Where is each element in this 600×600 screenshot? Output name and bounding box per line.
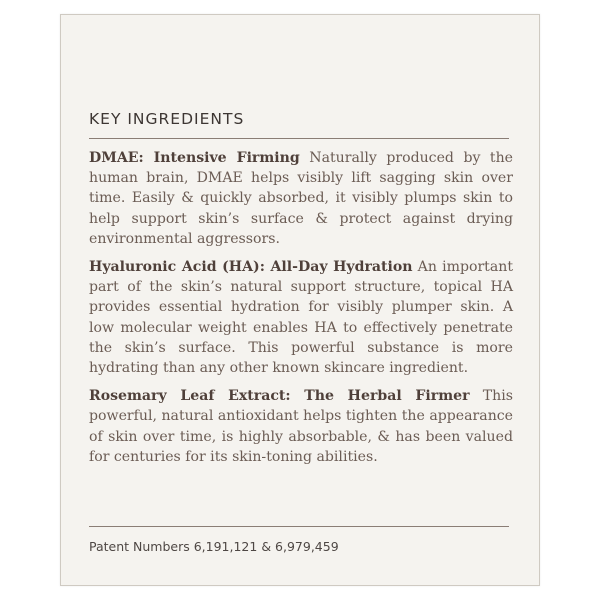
ingredient-name: DMAE: Intensive Firming xyxy=(89,150,300,166)
section-heading: KEY INGREDIENTS xyxy=(89,110,245,128)
ingredient-name: Rosemary Leaf Extract: The Herbal Firmer xyxy=(89,388,470,405)
ingredient-hyaluronic-acid xyxy=(89,257,513,378)
ingredient-dmae xyxy=(89,148,513,249)
top-divider xyxy=(89,138,509,139)
ingredient-rosemary xyxy=(89,386,513,467)
ingredient-description: Naturally produced by the human brain, DMAE helps visibly lift sagging skin over time. Easily & quickly absorbed, it visibly plumps skin to help support skin’s surface & protect against drying environmental aggressors. xyxy=(89,150,514,247)
patent-numbers: Patent Numbers 6,191,121 & 6,979,459 xyxy=(89,539,339,554)
bottom-divider xyxy=(89,526,509,527)
ingredient-description: This powerful, natural antioxidant helps tighten the appearance of skin over time, is highly absorbable, & has been valued for centuries for its skin-toning abilities. xyxy=(89,388,513,465)
ingredient-description: An important part of the skin’s natural support structure, topical HA provides essential hydration for visibly plumper skin. A low molecular weight enables HA to effectively penetrate the skin’s surface. This powerful substance is more hydrating than any other known skincare ingredient. xyxy=(89,259,513,377)
ingredient-list xyxy=(89,148,513,475)
ingredient-name: Hyaluronic Acid (HA): All-Day Hydration xyxy=(89,259,413,276)
